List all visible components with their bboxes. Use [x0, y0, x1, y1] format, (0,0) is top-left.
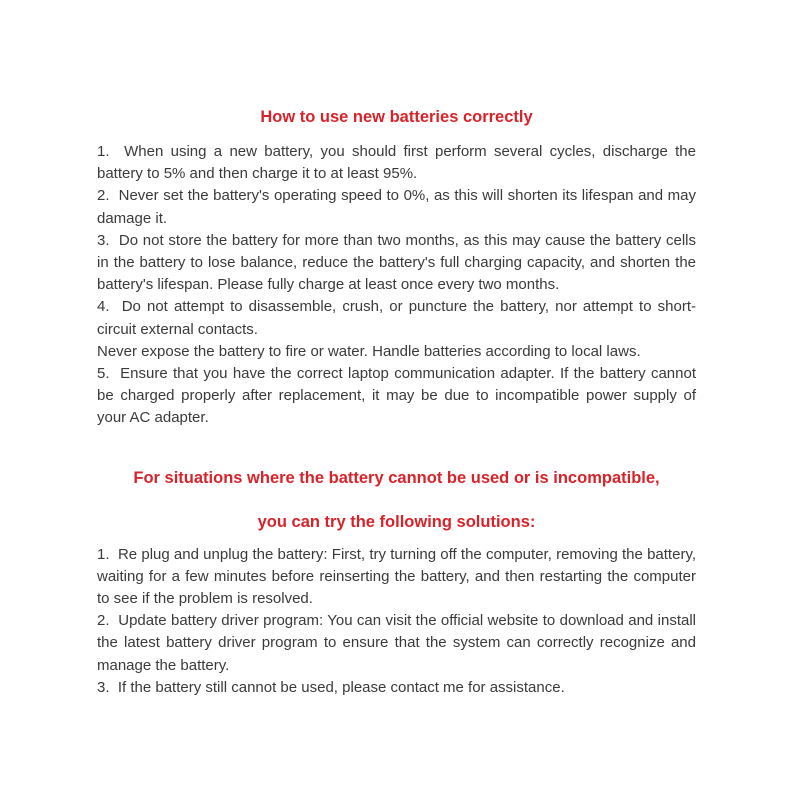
- instruction-item-3: 3. Do not store the battery for more than two months, as this may cause the battery cells in the battery to lose balance, reduce the battery's full charging capacity, and shorten the battery's lifespan. Please fully charge at least once every two months.: [97, 231, 696, 294]
- solution-item-1: 1. Re plug and unplug the battery: First, try turning off the computer, removing the battery, waiting for a few minutes before reinserting the battery, and then restarting the computer to see if the problem is resolved.: [97, 545, 696, 608]
- instruction-item-4: 4. Do not attempt to disassemble, crush, or puncture the battery, nor attempt to short-circuit external contacts.: [97, 298, 696, 338]
- usage-instructions-section: [97, 141, 696, 430]
- instruction-note-fire-water: Never expose the battery to fire or water. Handle batteries according to local laws.: [97, 342, 641, 360]
- troubleshooting-section: [97, 544, 696, 699]
- instruction-item-1: 1. When using a new battery, you should first perform several cycles, discharge the battery to 5% and then charge it to at least 95%.: [97, 143, 696, 183]
- section1-title: How to use new batteries correctly: [260, 108, 533, 126]
- instruction-item-2: 2. Never set the battery's operating speed to 0%, as this will shorten its lifespan and may damage it.: [97, 187, 696, 227]
- solution-item-3: 3. If the battery still cannot be used, please contact me for assistance.: [97, 678, 565, 696]
- section2-title-line2: you can try the following solutions:: [257, 512, 536, 531]
- section2-title-line1: For situations where the battery cannot be used or is incompatible,: [133, 468, 660, 487]
- solution-item-2: 2. Update battery driver program: You can visit the official website to download and install the latest battery driver program to ensure that the system can correctly recognize and manage the battery.: [97, 612, 696, 674]
- instruction-item-5: 5. Ensure that you have the correct laptop communication adapter. If the battery cannot be charged properly after replacement, it may be due to incompatible power supply of your AC adapter.: [97, 365, 696, 427]
